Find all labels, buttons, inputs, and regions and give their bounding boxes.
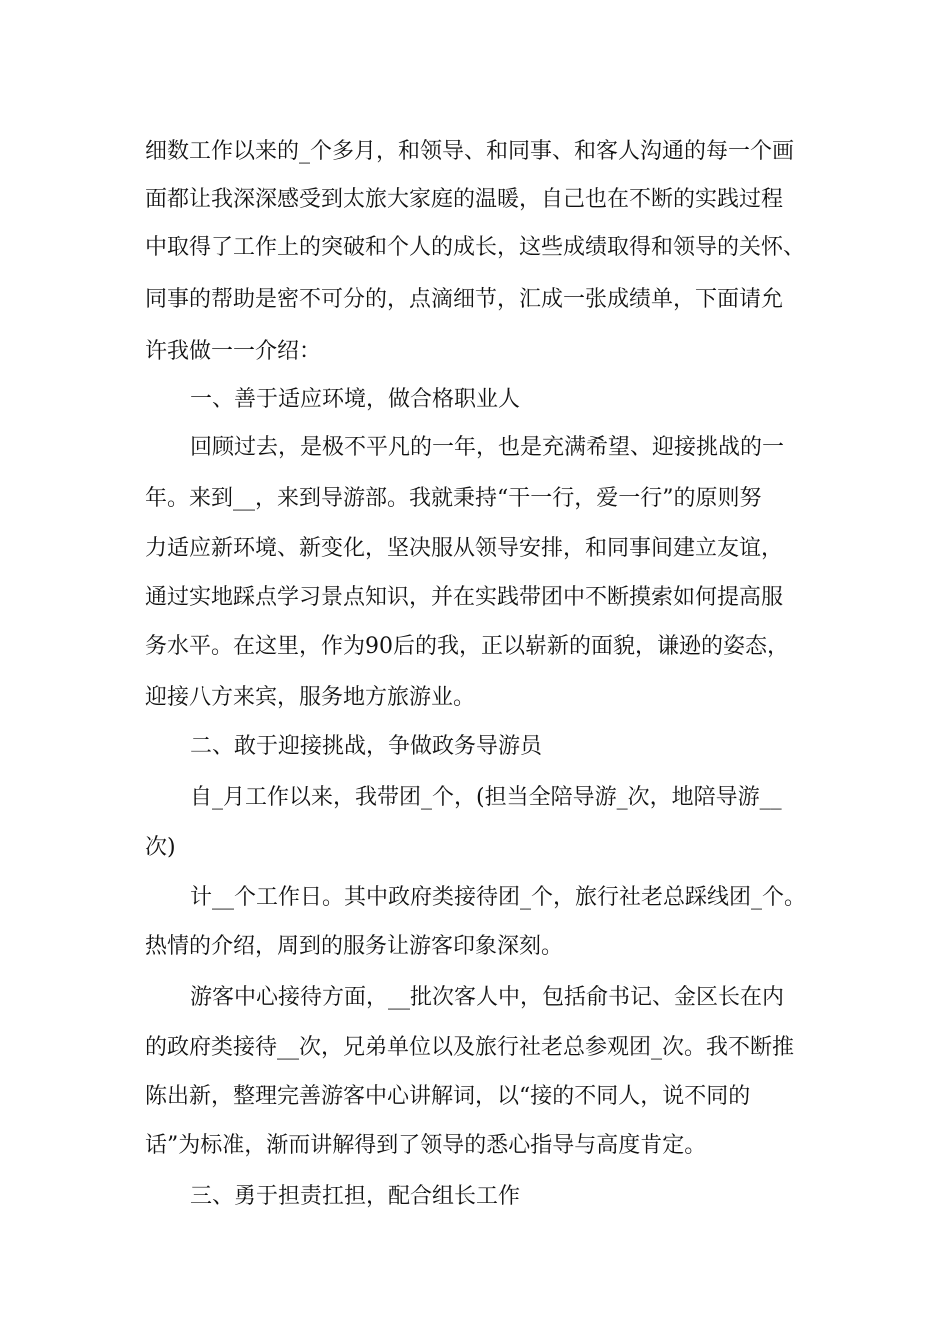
paragraph-line: 陈出新，整理完善游客中心讲解词，以“接的不同人，说不同的: [145, 1084, 751, 1109]
section-heading-1: 一、善于适应环境，做合格职业人: [190, 387, 521, 412]
paragraph-line: 话”为标准，渐而讲解得到了领导的悉心指导与高度肯定。: [145, 1133, 707, 1158]
paragraph-line: 的政府类接待__次，兄弟单位以及旅行社老总参观团_次。我不断推: [145, 1035, 795, 1060]
paragraph-line: 力适应新环境、新变化，坚决服从领导安排，和同事间建立友谊，: [145, 536, 784, 561]
paragraph-line: 回顾过去，是极不平凡的一年，也是充满希望、迎接挑战的一: [190, 435, 785, 460]
section-heading-3: 三、勇于担责扛担，配合组长工作: [190, 1184, 521, 1209]
section-heading-2: 二、敢于迎接挑战，争做政务导游员: [190, 734, 543, 759]
paragraph-line: 面都让我深深感受到太旅大家庭的温暖，自己也在不断的实践过程: [145, 187, 784, 212]
paragraph-line: 迎接八方来宾，服务地方旅游业。: [145, 685, 476, 710]
paragraph-line: 中取得了工作上的突破和个人的成长，这些成绩取得和领导的关怀、: [145, 235, 806, 260]
paragraph-line: 许我做一一介绍：: [145, 339, 322, 364]
paragraph-line: 次): [145, 835, 176, 860]
paragraph-line: 热情的介绍，周到的服务让游客印象深刻。: [145, 934, 564, 959]
paragraph-line: 细数工作以来的_个多月，和领导、和同事、和客人沟通的每一个画: [145, 139, 795, 164]
paragraph-line: 计__个工作日。其中政府类接待团_个，旅行社老总踩线团_个。: [190, 885, 807, 910]
paragraph-line: 自_月工作以来，我带团_个，(担当全陪导游_次，地陪导游__: [190, 785, 782, 810]
paragraph-line: 务水平。在这里，作为90后的我，正以崭新的面貌，谦逊的姿态，: [145, 634, 789, 659]
paragraph-line: 年。来到__，来到导游部。我就秉持“干一行，爱一行”的原则努: [145, 486, 762, 511]
paragraph-line: 游客中心接待方面，__批次客人中，包括俞书记、金区长在内: [190, 985, 785, 1010]
paragraph-line: 同事的帮助是密不可分的，点滴细节，汇成一张成绩单，下面请允: [145, 287, 784, 312]
paragraph-line: 通过实地踩点学习景点知识，并在实践带团中不断摸索如何提高服: [145, 585, 784, 610]
